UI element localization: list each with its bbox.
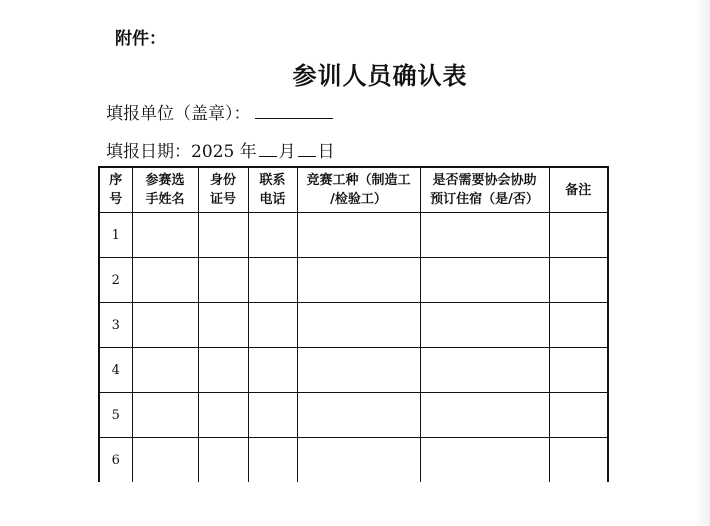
table-row <box>99 393 608 438</box>
cell-trade[interactable] <box>297 213 420 258</box>
cell-id[interactable] <box>198 258 248 303</box>
cell-lodging[interactable] <box>420 213 549 258</box>
cell-name[interactable] <box>132 303 198 348</box>
cell-remarks[interactable] <box>549 303 608 348</box>
cell-id[interactable] <box>198 348 248 393</box>
row-number: 1 <box>99 213 132 258</box>
cell-id[interactable] <box>198 438 248 483</box>
header-remarks-line1: 备注 <box>565 182 592 198</box>
cell-phone[interactable] <box>248 393 297 438</box>
header-name <box>132 167 198 213</box>
cell-name[interactable] <box>132 258 198 303</box>
header-id-line1: 身份 <box>209 173 236 188</box>
cell-trade[interactable] <box>297 393 420 438</box>
cell-trade[interactable] <box>297 258 420 303</box>
attachment-label: 附件： <box>115 29 166 49</box>
table-row <box>99 348 608 393</box>
cell-id[interactable] <box>198 213 248 258</box>
row-number: 5 <box>99 393 132 438</box>
header-id-line2: 证号 <box>209 192 236 207</box>
cell-id[interactable] <box>198 393 248 438</box>
cell-lodging[interactable] <box>420 438 549 483</box>
cell-remarks[interactable] <box>549 258 608 303</box>
fill-date-label: 填报日期： <box>106 142 191 162</box>
cell-phone[interactable] <box>248 438 297 483</box>
cell-name[interactable] <box>132 393 198 438</box>
header-phone-line2: 电话 <box>259 192 286 207</box>
fill-date-year: 2025 <box>191 142 235 162</box>
table-row <box>99 303 608 348</box>
cell-trade[interactable] <box>297 303 420 348</box>
row-number: 2 <box>99 258 132 303</box>
cell-name[interactable] <box>132 348 198 393</box>
confirmation-table <box>98 166 609 482</box>
header-trade-line2: /检验工） <box>330 192 387 207</box>
header-serial-line2: 号 <box>109 192 123 207</box>
cell-name[interactable] <box>132 213 198 258</box>
cell-id[interactable] <box>198 303 248 348</box>
cell-phone[interactable] <box>248 303 297 348</box>
fill-date-day-blank[interactable] <box>298 142 316 157</box>
cell-lodging[interactable] <box>420 303 549 348</box>
header-lodging-line1: 是否需要协会协助 <box>432 173 537 188</box>
header-name-line1: 参赛选 <box>145 173 185 188</box>
row-number: 6 <box>99 438 132 483</box>
header-phone <box>248 167 297 213</box>
cell-name[interactable] <box>132 438 198 483</box>
table-row <box>99 213 608 258</box>
fill-date-month-unit: 月 <box>278 142 296 162</box>
cell-phone[interactable] <box>248 348 297 393</box>
header-trade <box>297 167 420 213</box>
header-lodging <box>420 167 549 213</box>
header-trade-line1: 竞赛工种（制造工 <box>306 173 411 188</box>
cell-remarks[interactable] <box>549 348 608 393</box>
fill-date-day-unit: 日 <box>317 142 335 162</box>
header-remarks <box>549 167 608 213</box>
cell-trade[interactable] <box>297 438 420 483</box>
cell-phone[interactable] <box>248 258 297 303</box>
header-phone-line1: 联系 <box>259 173 286 188</box>
cell-remarks[interactable] <box>549 213 608 258</box>
cell-lodging[interactable] <box>420 393 549 438</box>
fill-unit-label: 填报单位（盖章）： <box>106 104 251 124</box>
cell-remarks[interactable] <box>549 393 608 438</box>
cell-phone[interactable] <box>248 213 297 258</box>
header-id <box>198 167 248 213</box>
header-name-line2: 手姓名 <box>145 192 185 207</box>
header-serial-line1: 序 <box>109 173 123 188</box>
row-number: 3 <box>99 303 132 348</box>
cell-lodging[interactable] <box>420 348 549 393</box>
table-header-row <box>99 167 608 213</box>
row-number: 4 <box>99 348 132 393</box>
fill-unit-line <box>106 99 333 124</box>
fill-date-line <box>106 137 335 162</box>
header-lodging-line2: 预订住宿（是/否） <box>430 192 539 207</box>
cell-remarks[interactable] <box>549 438 608 483</box>
page-title: 参训人员确认表 <box>292 62 468 90</box>
cell-lodging[interactable] <box>420 258 549 303</box>
header-serial <box>99 167 132 213</box>
table-row <box>99 258 608 303</box>
fill-date-year-unit: 年 <box>239 142 257 162</box>
fill-date-month-blank[interactable] <box>259 142 277 157</box>
table-row <box>99 438 608 483</box>
cell-trade[interactable] <box>297 348 420 393</box>
fill-unit-blank[interactable] <box>255 104 333 119</box>
